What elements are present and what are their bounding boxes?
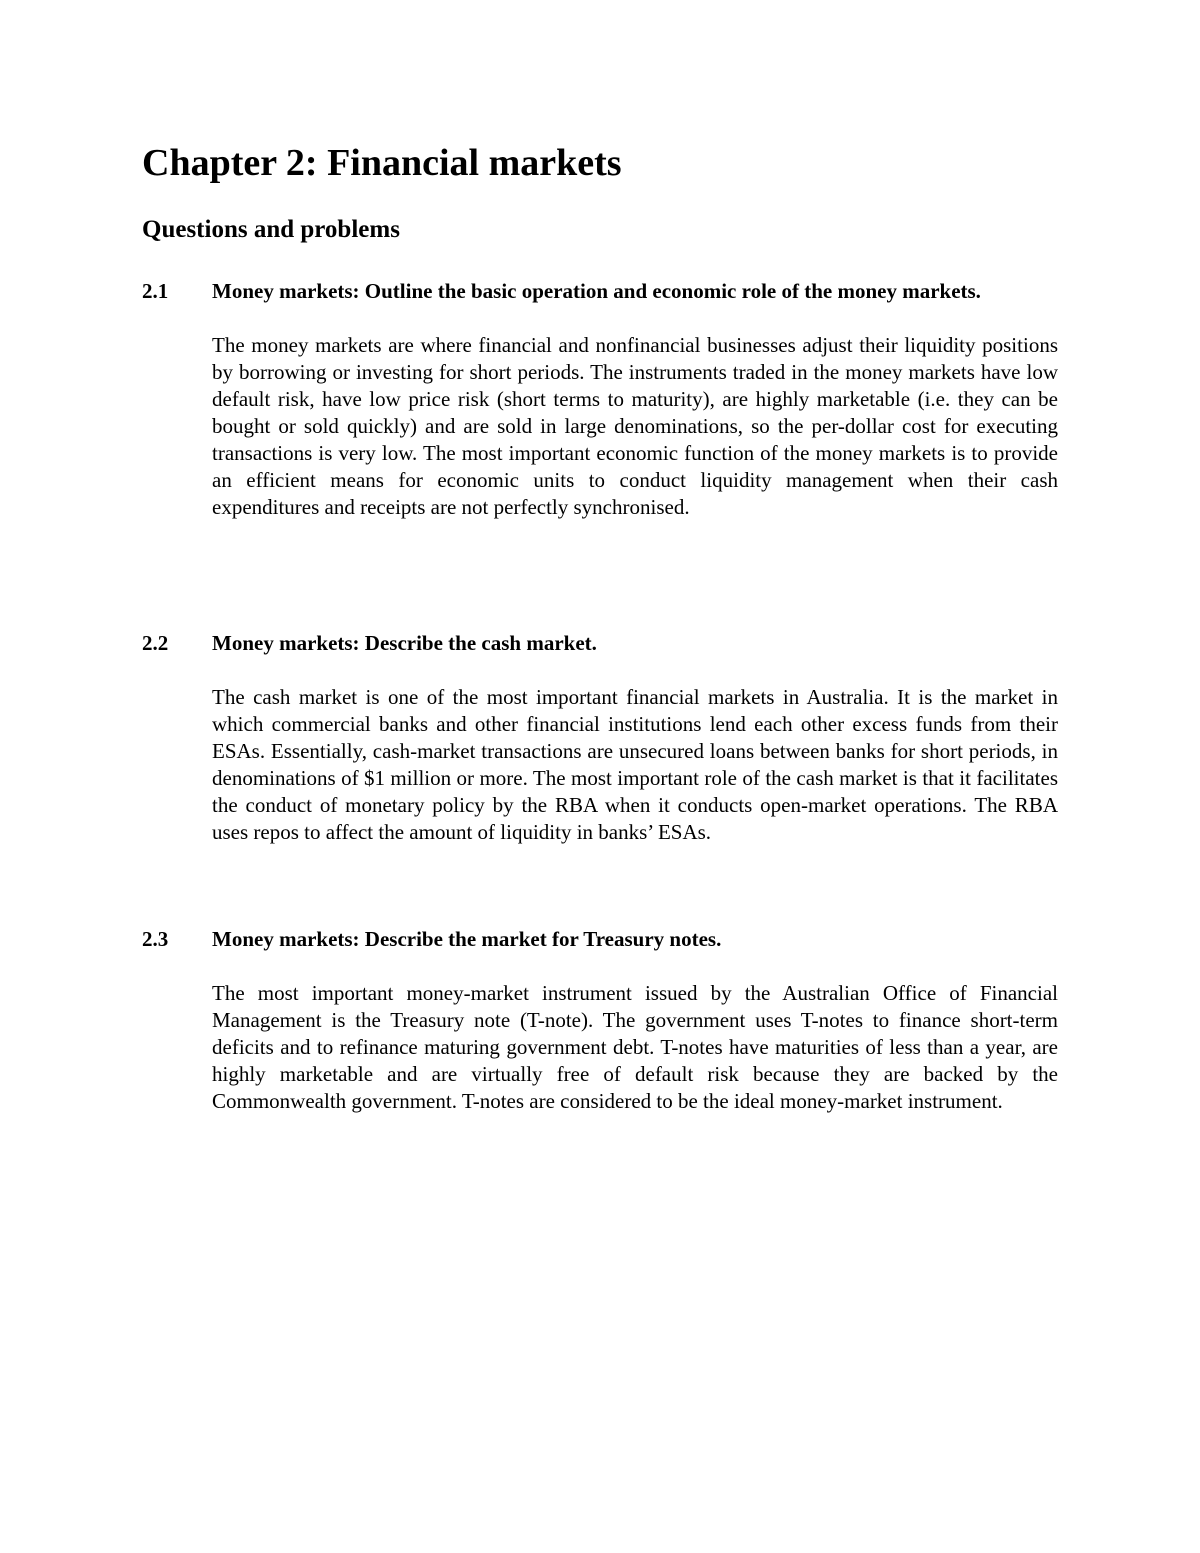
question-heading — [142, 630, 1058, 657]
chapter-title: Chapter 2: Financial markets — [142, 142, 622, 184]
question-answer: The money markets are where financial and nonfinancial businesses adjust their liquidity positions by borrowing or investing for short periods. The instruments traded in the money markets have low default risk, have low price risk (short terms to maturity), are highly marketable (i.e. they can be bought or sold quickly) and are sold in large denominations, so the per-dollar cost for executing transactions is very low. The most important economic function of the money markets is to provide an efficient means for economic units to conduct liquidity management when their cash expenditures and receipts are not perfectly synchronised. — [212, 333, 1058, 519]
question-prompt: Money markets: Outline the basic operation and economic role of the money markets. — [212, 279, 981, 303]
question-answer: The cash market is one of the most important financial markets in Australia. It is the market in which commercial banks and other financial institutions lend each other excess funds from their ESAs. Essentially, cash-market transactions are unsecured loans between banks for short periods, in denominations of $1 million or more. The most important role of the cash market is that it facilitates the conduct of monetary policy by the RBA when it conducts open-market operations. The RBA uses repos to affect the amount of liquidity in banks’ ESAs. — [212, 685, 1058, 844]
question-2-3 — [142, 926, 1058, 1115]
question-2-2 — [142, 630, 1058, 846]
section-title: Questions and problems — [142, 216, 400, 243]
question-prompt: Money markets: Describe the market for Treasury notes. — [212, 927, 722, 951]
question-heading — [142, 926, 1058, 953]
question-number: 2.3 — [142, 927, 169, 951]
question-number: 2.2 — [142, 631, 169, 655]
question-answer: The most important money-market instrument issued by the Australian Office of Financial Management is the Treasury note (T-note). The government uses T-notes to finance short-term deficits and to refinance maturing government debt. T-notes have maturities of less than a year, are highly marketable and are virtually free of default risk because they are backed by the Commonwealth government. T-notes are considered to be the ideal money-market instrument. — [212, 981, 1058, 1113]
question-heading — [142, 278, 1058, 305]
question-number: 2.1 — [142, 279, 169, 303]
question-prompt: Money markets: Describe the cash market. — [212, 631, 597, 655]
question-2-1 — [142, 278, 1058, 521]
